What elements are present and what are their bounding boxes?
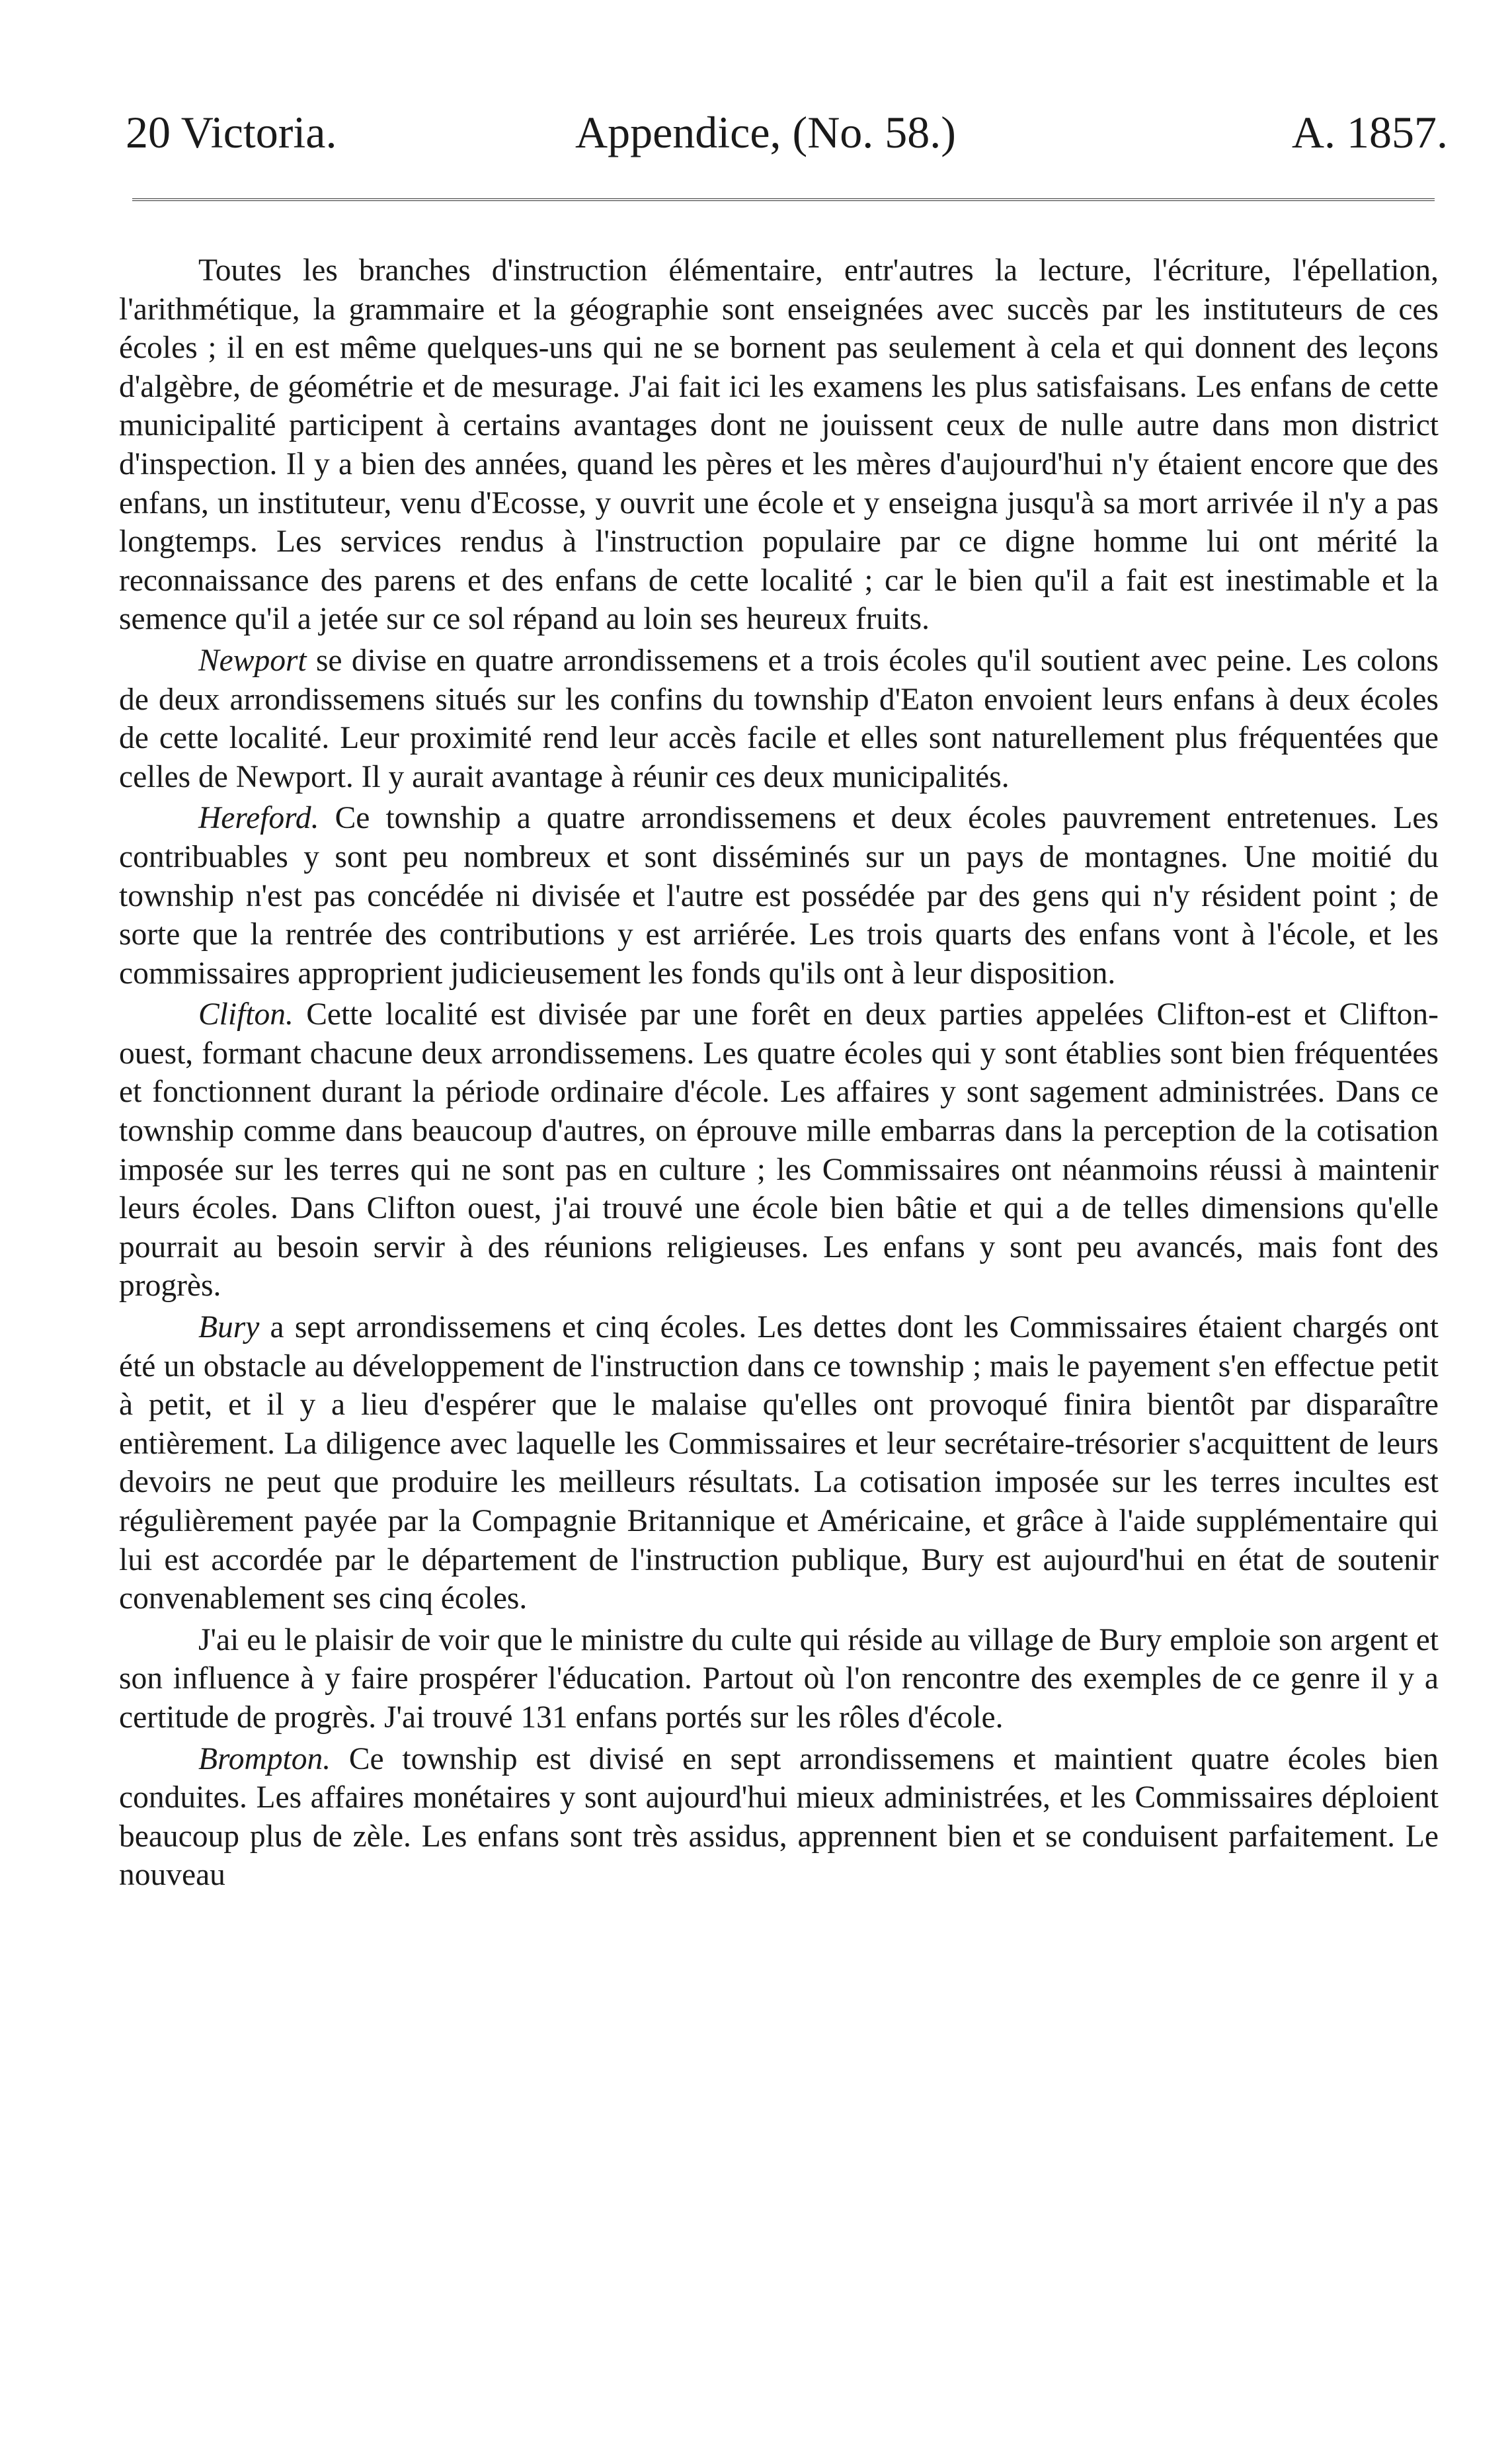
paragraph-newport	[119, 641, 1439, 796]
place-name: Clifton.	[198, 997, 294, 1032]
paragraph-bury	[119, 1308, 1439, 1618]
header-appendix: Appendice, (No. 58.)	[575, 107, 956, 157]
paragraph-brompton	[119, 1740, 1439, 1895]
paragraph-text: J'ai eu le plaisir de voir que le ministre du culte qui réside au village de Bury emploie son argent et son influence à y faire prospérer l'éducation. Partout où l'on rencontre des exemples de ce genre il y a certitude de progrès. J'ai trouvé 131 enfans portés sur les rôles d'école.	[119, 1622, 1439, 1735]
paragraph-text: Ce township est divisé en sept arrondissemens et maintient quatre écoles bien conduites. Les affaires monétaires y sont aujourd'hui mieux administrées, et les Commissaires déploient beaucoup plus de zèle. Les enfans sont très assidus, apprennent bien et se conduisent parfaitement. Le nouveau	[119, 1741, 1439, 1893]
place-name: Bury	[198, 1310, 260, 1345]
body-text	[119, 251, 1439, 1895]
paragraph-bury-minister	[119, 1621, 1439, 1737]
paragraph-text: Ce township a quatre arrondissemens et deux écoles pauvrement entretenues. Les contribuables y sont peu nombreux et sont disséminés sur un pays de montagnes. Une moitié du township n'est pas concédée ni divisée et l'autre est possédée par des gens qui n'y résident point ; de sorte que la rentrée des contributions y est arriérée. Les trois quarts des enfans vont à l'école, et les commissaires approprient judicieusement les fonds qu'ils ont à leur disposition.	[119, 801, 1439, 991]
header-rule	[132, 198, 1435, 201]
place-name: Hereford.	[198, 801, 319, 836]
paragraph-introduction	[119, 251, 1439, 639]
header-year: A. 1857.	[1291, 107, 1448, 157]
paragraph-clifton	[119, 995, 1439, 1305]
paragraph-text: a sept arrondissemens et cinq écoles. Les dettes dont les Commissaires étaient chargés ont été un obstacle au développement de l'instruction dans ce township ; mais le payement s'en effectue petit à petit, et il y a lieu d'espérer que le malaise qu'elles ont provoqué finira bientôt par disparaître entièrement. La diligence avec laquelle les Commissaires et leur secrétaire-trésorier s'acquittent de leurs devoirs ne peut que produire les meilleurs résultats. La cotisation imposée sur les terres incultes est régulièrement payée par la Compagnie Britannique et Américaine, et grâce à l'aide supplémentaire qui lui est accordée par le département de l'instruction publique, Bury est aujourd'hui en état de soutenir convenablement ses cinq écoles.	[119, 1310, 1439, 1616]
header-session: 20 Victoria.	[126, 107, 337, 157]
paragraph-text: se divise en quatre arrondissemens et a trois écoles qu'il soutient avec peine. Les colons de deux arrondissemens situés sur les confins du township d'Eaton envoient leurs enfans à deux écoles de cette localité. Leur proximité rend leur accès facile et elles sont naturellement plus fréquentées que celles de Newport. Il y aurait avantage à réunir ces deux municipalités.	[119, 643, 1439, 794]
paragraph-text: Cette localité est divisée par une forêt en deux parties appelées Clifton-est et Clifton-ouest, formant chacune deux arrondissemens. Les quatre écoles qui y sont établies sont bien fréquentées et fonctionnent durant la période ordinaire d'école. Les affaires y sont sagement administrées. Dans ce township comme dans beaucoup d'autres, on éprouve mille embarras dans la perception de la cotisation imposée sur les terres qui ne sont pas en culture ; les Commissaires ont néanmoins réussi à maintenir leurs écoles. Dans Clifton ouest, j'ai trouvé une école bien bâtie et qui a de telles dimensions qu'elle pourrait au besoin servir à des réunions religieuses. Les enfans y sont peu avancés, mais font des progrès.	[119, 997, 1439, 1303]
place-name: Brompton.	[198, 1741, 331, 1776]
paragraph-text: Toutes les branches d'instruction élémentaire, entr'autres la lecture, l'écriture, l'épellation, l'arithmétique, la grammaire et la géographie sont enseignées avec succès par les instituteurs de ces écoles ; il en est même quelques-uns qui ne se bornent pas seulement à cela et qui donnent des leçons d'algèbre, de géométrie et de mesurage. J'ai fait ici les examens les plus satisfaisans. Les enfans de cette municipalité participent à certains avantages dont ne jouissent ceux de nulle autre dans mon district d'inspection. Il y a bien des années, quand les pères et les mères d'aujourd'hui n'y étaient encore que des enfans, un instituteur, venu d'Ecosse, y ouvrit une école et y enseigna jusqu'à sa mort arrivée il n'y a pas longtemps. Les services rendus à l'instruction populaire par ce digne homme lui ont mérité la reconnaissance des parens et des enfans de cette localité ; car le bien qu'il a fait est inestimable et la semence qu'il a jetée sur ce sol répand au loin ses heureux fruits.	[119, 253, 1439, 637]
place-name: Newport	[198, 643, 307, 678]
paragraph-hereford	[119, 799, 1439, 993]
running-header	[126, 99, 1448, 172]
